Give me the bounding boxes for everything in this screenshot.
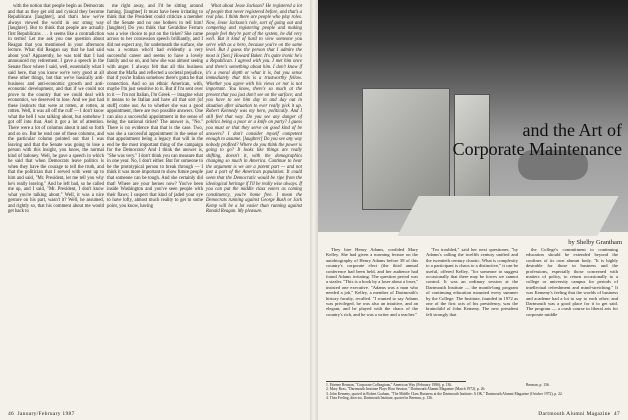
title-line-2: Corporate Maintenance (452, 139, 622, 159)
article-column-1 (326, 247, 418, 378)
footnote-continued: Berman, p. 136. (526, 383, 550, 387)
article-column-2 (426, 247, 518, 378)
interview-text-3: What about Jesse Jackson? He registered a lot of people that never registered before, and that's a real plus. I think there are people who play roles. Now, Jesse Jackson's role, sort of going out and competing and registering people and making people feel they're part of the system, he did very well. But it kind of hard to view someone you serve with as a hero, because you're on the same level. But I guess the person that I admire the most is [Sen.] Howard Baker. It's quite ironic he's a Republican. I agreed with you. I met him once and there's something about him. I don't know if it's a moral depth or what it is, but you sense immediately that this is a trustworthy fellow. Whether you agree with his views or not is not important. You know, there's so much at the present that you just don't see on the surface; and you have to see him day in and day out in situation after situation to ever really pick it up. Robert Kennedy was my hero, politically. And I still feel that way. Do you see any danger of politics being a poor or a knife on party? I guess you must or that they serve on good kind of be answers? I don't consider myself competent enough to assume. [laughter] Do you see any way nobody profited? Where do you think the power is going to go? It looks like things are really shifting, doesn't it, with the demographics changing so much in America. Continue to hear the argument is we are a potent part — and not just a part of the American population. It could seem that the Democratic would be ripe from the ideological heritage if I'll be really wise always. If you can put the middle class voters as coming constituency, you're home free. I mean the Democrats running against George Bush or Jack Kemp will be a lot easier than running against Ronald Reagan. My pleasure. (206, 4, 302, 215)
article-text-2: "I'm troubled," said her next questioner, "by Adams's calling the twelfth century unified and the twentieth century chaotic. What is complexity to a participant is chaos to a distinctive," it can be useful, offered Kelley, "for someone to suggest occasionally that there may be forces we cannot control. It was an ordinary session at the Dartmouth Institute — the month-long program of continuing education mounted every summer by the College. The Institute, founded in 1972 as one of the first acts of his presidency, was the brainchild of John Kemeny. The new president felt strongly that (426, 247, 518, 317)
photo-frame-shape (362, 88, 450, 210)
footnote-1: 1. Etienne Berman, "Corporate Colleagians," American Way (February 1986), p. 136. (326, 383, 453, 387)
interview-column-2 (107, 4, 203, 402)
right-page-number: 47 (613, 411, 620, 417)
interview-column-1 (8, 4, 104, 402)
left-folio (8, 411, 75, 417)
footnotes (326, 383, 563, 401)
footnote-2: 2. Mary Ross, "Dartmouth Institute Plays Host Session," Dartmouth Alumni Magazine (March 1972), p. 26. (326, 387, 486, 392)
interview-text-1: with the notion that people begin as Democrats and that as they get old and cynical they become Republicans [laughter], and that's how we've always viewed the world in our smug way [laughter]. But to think that people are actually first Republicans . . . it seems like a contradiction in terms! Let me ask you one question about Reagan that you mentioned in your afternoon lecture. What did Reagan say that he had said about you? Apparently, he was told that I had announced my retirement. I gave a speech in the Senate floor where I said, well, essentially what I said here, that you know we're very good at all these other things, but that we've basically anti-business and anti-economic growth and anti-economic development, and that if we could not prove to the country that we could deal with economics, we deserved to lose. And we just had these instincts that were at rotten, at rotten, at rotten. Well, it was all off the cuff — I don't know what the hell I was talking about, but somehow I got off into that. And it got a lot of attention. There were a lot of columns about it and so forth and so on. But he read one of these columns, and the particular column pointed out that I was leaving and that the Senate was going to lose a person with this insight, you know, the normal kind of baloney. Well, he gave a speech in which he said that when Democrats leave politics is when they have the courage to tell the truth, and that the politician that I served with went up to him and said, "Mr. President, let me tell you why he's really leaving." And he left bad, so he called me up, and I said, "Mr. President, I don't know what you're talking about." Well, it was a nice gesture on his part, wasn't it? Well, he assumed, and rightly so, that his comment about me would get back to (8, 4, 104, 215)
footnote-rule (326, 381, 466, 382)
left-page (0, 0, 310, 420)
article-column-3 (526, 247, 618, 378)
right-page (318, 0, 628, 420)
article-title (446, 121, 622, 159)
article-text-3: the College's commitment to continuing education should be extended beyond the confines of its own alumni body. "It is highly desirable for those in business and the professions, especially those concerned with matters of policy, to return occasionally to a college or university campus for periods of intellectual refreshment and mind-stretching." It was Kemeny's feeling that the worlds of business and academe had a lot to say to each other; and Dartmouth was a good place for it to get said. The program — a crash course in liberal arts for corporate middle (526, 247, 618, 317)
footnote-3: 3. John Kemeny, quoted in Robert Graham, "The Middle Class Business at the Dartmouth Institute: A OK," Dartmouth Alumni Magazine (October 1972), p. 22. (326, 391, 563, 396)
left-page-number: 46 (8, 411, 15, 417)
issue-date: January/February 1987 (17, 411, 75, 417)
interview-text-2: me right away, and I'd be sitting around fuming. [laughter] It must have been irritating to think that the President could criticize a member of the Senate and no one bothers to tell him! [laughter] Do you think that Geraldine Ferraro was a wise choice to put on the ticket? She came across to her concession speech brilliantly, and I did not expect any, for underneath the surface, she was a woman who'd had evidently a very successful career and seems to have a lovely family and so on, and how she was almost seeing with anger. I always felt that all this business about the Mafia and reflected a societal prejudice, that if you're Italian somehow there's gotta be that connection. And so an ethnic American, with, maybe I'm just sensitive to it. But if I'm sent over to it — I'm not Italian, I'm Greek — imagine what it means to be Italian and have all that sort [of stuff] come out. As to whether she was a good appointment, there are two possible answers. One can also a successful appointment in the sense of being the national ticket? The answer is, "No." There is no evidence that that is the case. Two, was she a successful appointment in the sense of that appointment being a legacy that will in the end be the most important thing of the campaign for the Democrats? And I think the answer is, "She was very." I don't think you can measure that in one year. No, I don't either. But for someone to be the prototypical person to break through — I think it was more important to show future people that someone can be tough. And she certainly did that! Where are your heroes now? You've been inside Washington and you've seen people with their flaws; I suspect that kind of jaded your eye to have lofty, almost much reality to get to some point, you know, having (107, 4, 203, 209)
right-folio (538, 411, 620, 417)
footnote-4: 4. Thea Freling, director, Dartmouth Institute, quoted in Berman, p. 136. (326, 396, 433, 401)
interview-column-3 (206, 4, 302, 402)
title-line-1: and the Art of (522, 120, 622, 140)
article-photo (318, 0, 628, 232)
photo-paper-shape (397, 196, 618, 236)
gutter (310, 0, 318, 420)
article-text-1: They hire Henry Adams, confided Mary Kelley. She had given a morning lecture on the autobiography of Henry Adams before 38 of this country's corporate elect (the third annual conference had been held, and her audience had found Adams irritating. The question period was a sizzler. "This is a book by a loser about a loser," insisted one executive. "Adams was a man who needed a job," Kelley, a member of Dartmouth's history faculty, recalled. "I wanted to say Adams was privileged, he was also an intuitive, and an elegant, and he played with the chaos of the country's rich, and he was a writer and a teacher." (326, 247, 418, 317)
byline: by Shelby Grantham (568, 239, 622, 246)
publication-name: Dartmouth Alumni Magazine (538, 411, 611, 417)
